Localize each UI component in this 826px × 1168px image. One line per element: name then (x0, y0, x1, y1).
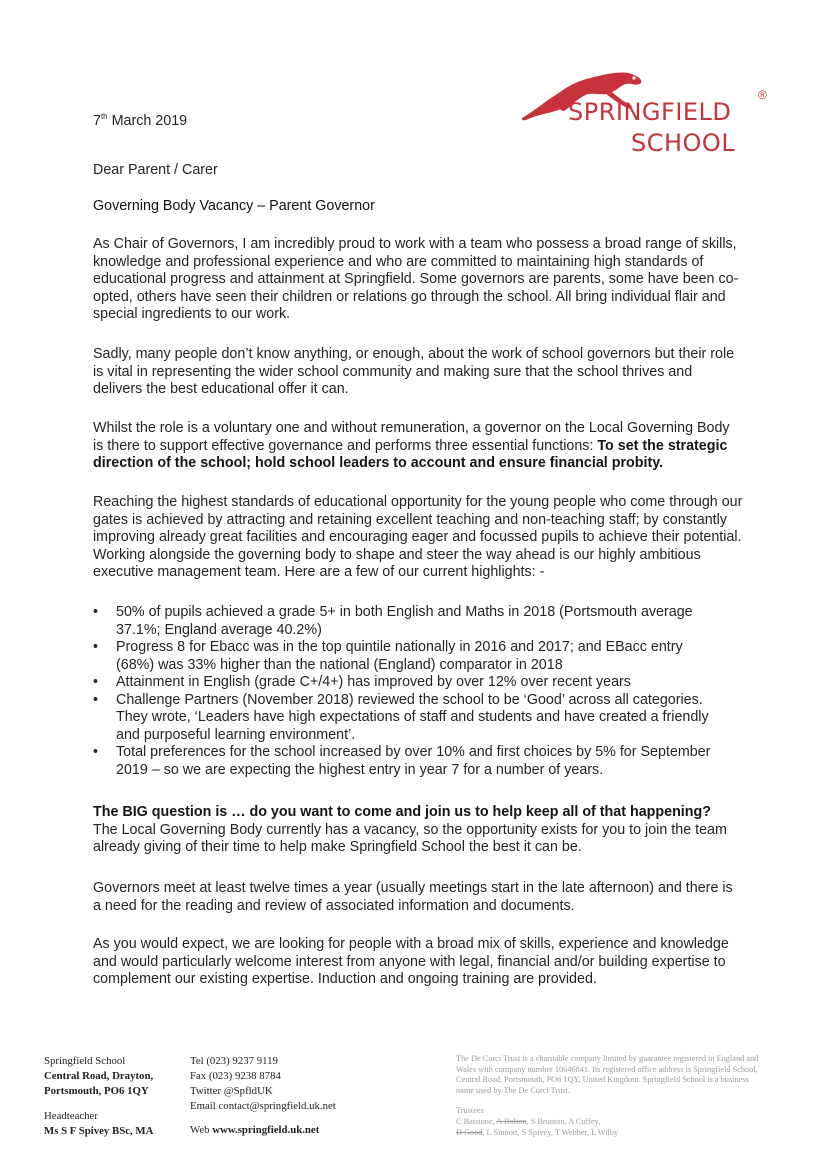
list-item (93, 639, 724, 674)
trustee-names: C Batstone, (456, 1117, 497, 1126)
paragraph-7: As you would expect, we are looking for people with a broad mix of skills, experience and knowledge and would particularly welcome interest from anyone with legal, financial and/or building expertise to complement our existing expertise. Induction and ongoing training are provided. (93, 936, 729, 987)
date-day: 7 (93, 112, 101, 129)
school-logo (518, 58, 778, 163)
trustees-line (456, 1128, 768, 1139)
trustees-line (456, 1117, 768, 1128)
fax-number: Fax (023) 9238 8784 (190, 1070, 281, 1082)
headteacher-label: Headteacher (44, 1110, 98, 1122)
headteacher-name: Ms S F Spivey BSc, MA (44, 1125, 154, 1137)
trustee-struck: A Bolton (496, 1117, 527, 1126)
trustees-list (456, 1117, 768, 1138)
email-link[interactable]: contact@springfield.uk.net (218, 1100, 336, 1112)
phone-number[interactable]: Tel (023) 9237 9119 (190, 1055, 278, 1067)
trustees-label: Trustees (456, 1106, 484, 1115)
trust-statement: The De Curci Trust is a charitable company limited by guarantee registered in England and Wales with company number 10646841. Its registered office address is Springfield School, Central Road, Portsmouth, PO6 1QY, United Kingdom. Springfield School is a business name used by The De Curci Trust. (456, 1054, 759, 1095)
trustee-names: , S Brunton, A Cuffey, (526, 1117, 601, 1126)
twitter-handle[interactable]: Twitter @SpfldUK (190, 1085, 273, 1097)
paragraph-6: Governors meet at least twelve times a year (usually meetings start in the late afternoon) and there is a need for the reading and review of associated information and documents. (93, 880, 733, 914)
bullet-icon: • (93, 674, 99, 690)
paragraph-4: Reaching the highest standards of educational opportunity for the young people who come through our gates is achieved by attracting and retaining excellent teaching and non-teaching staff; by constantly improving already great facilities and encouraging eager and focussed pupils to achieve their potential. Working alongside the governing body to shape and steer the way ahead is our highly ambitious executive management team. Here are a few of our current highlights: - (93, 494, 743, 580)
highlight-text: Challenge Partners (November 2018) reviewed the school to be ‘Good’ across all categories. They wrote, ‘Leaders have high expectations of staff and students and have created a friendly and purposeful learning environment’. (116, 691, 709, 743)
web-row (190, 1123, 319, 1138)
bullet-icon: • (93, 691, 99, 708)
highlight-text: Progress 8 for Ebacc was in the top quintile nationally in 2016 and 2017; and EBacc entry (68%) was 33% higher than the national (England) comparator in 2018 (116, 639, 683, 673)
paragraph-5 (93, 804, 743, 857)
paragraph-2: Sadly, many people don’t know anything, or enough, about the work of school governors but their role is vital in representing the wider school community and making sure that the school thrives and delivers the best educational offer it can. (93, 346, 735, 397)
paragraph-3-emphasis: To set the strategic direction of the school; hold school leaders to account and ensure financial probity. (93, 437, 728, 471)
footer-address (44, 1054, 184, 1099)
bullet-icon: • (93, 639, 99, 655)
date-rest: March 2019 (107, 112, 188, 129)
list-item (93, 744, 724, 779)
bullet-icon: • (93, 604, 99, 620)
date-suffix: th (100, 112, 108, 121)
web-label: Web (190, 1124, 210, 1136)
registered-mark-icon: ® (758, 88, 767, 102)
highlights-list (93, 604, 724, 779)
highlight-text: 50% of pupils achieved a grade 5+ in both English and Maths in 2018 (Portsmouth average 37.1%; England average 40.2%) (116, 604, 693, 638)
paragraph-3-text: Whilst the role is a voluntary one and without remuneration, a governor on the Local Governing Body is there to support effective governance and performs three essential functions: (93, 420, 730, 454)
list-item (93, 604, 724, 639)
logo-line-springfield: SPRINGFIELD (568, 98, 732, 126)
email-label: Email (190, 1100, 216, 1112)
letter-date (93, 108, 293, 130)
highlight-text: Total preferences for the school increased by over 10% and first choices by 5% for September 2019 – so we are expecting the highest entry in year 7 for a number of years. (116, 744, 711, 778)
list-item (93, 674, 724, 692)
paragraph-5-text: The Local Governing Body currently has a vacancy, so the opportunity exists for you to join the team already giving of their time to help make Springfield School the best it can be. (93, 821, 727, 855)
subject-heading: Governing Body Vacancy – Parent Governor (93, 198, 375, 214)
trustee-names: , L Sinnott, S Spivey, T Webber, L Wilby (482, 1127, 619, 1137)
logo-line-school: SCHOOL (631, 129, 736, 157)
trustee-struck: D Good (456, 1127, 483, 1137)
big-question: The BIG question is … do you want to come and join us to help keep all of that happening? (93, 804, 711, 820)
bullet-icon: • (93, 744, 99, 760)
greeting: Dear Parent / Carer (93, 162, 218, 178)
address-line: Springfield School (44, 1055, 126, 1067)
address-line: Central Road, Drayton, (44, 1070, 154, 1082)
web-link[interactable]: www.springfield.uk.net (212, 1124, 320, 1136)
highlight-text: Attainment in English (grade C+/4+) has improved by over 12% over recent years (116, 674, 631, 690)
address-line: Portsmouth, PO6 1QY (44, 1085, 149, 1097)
footer-contact (190, 1054, 390, 1114)
list-item (93, 691, 724, 745)
email-row (190, 1099, 390, 1114)
paragraph-1: As Chair of Governors, I am incredibly proud to work with a team who possess a broad range of skills, knowledge and professional experience and who are committed to maintaining high standards of educational progress and attainment at Springfield. Some governors are parents, some have been co-opted, others have seen their children or relations go through the school. All bring individual flair and special ingredients to our work. (93, 236, 739, 322)
paragraph-3 (93, 420, 743, 473)
